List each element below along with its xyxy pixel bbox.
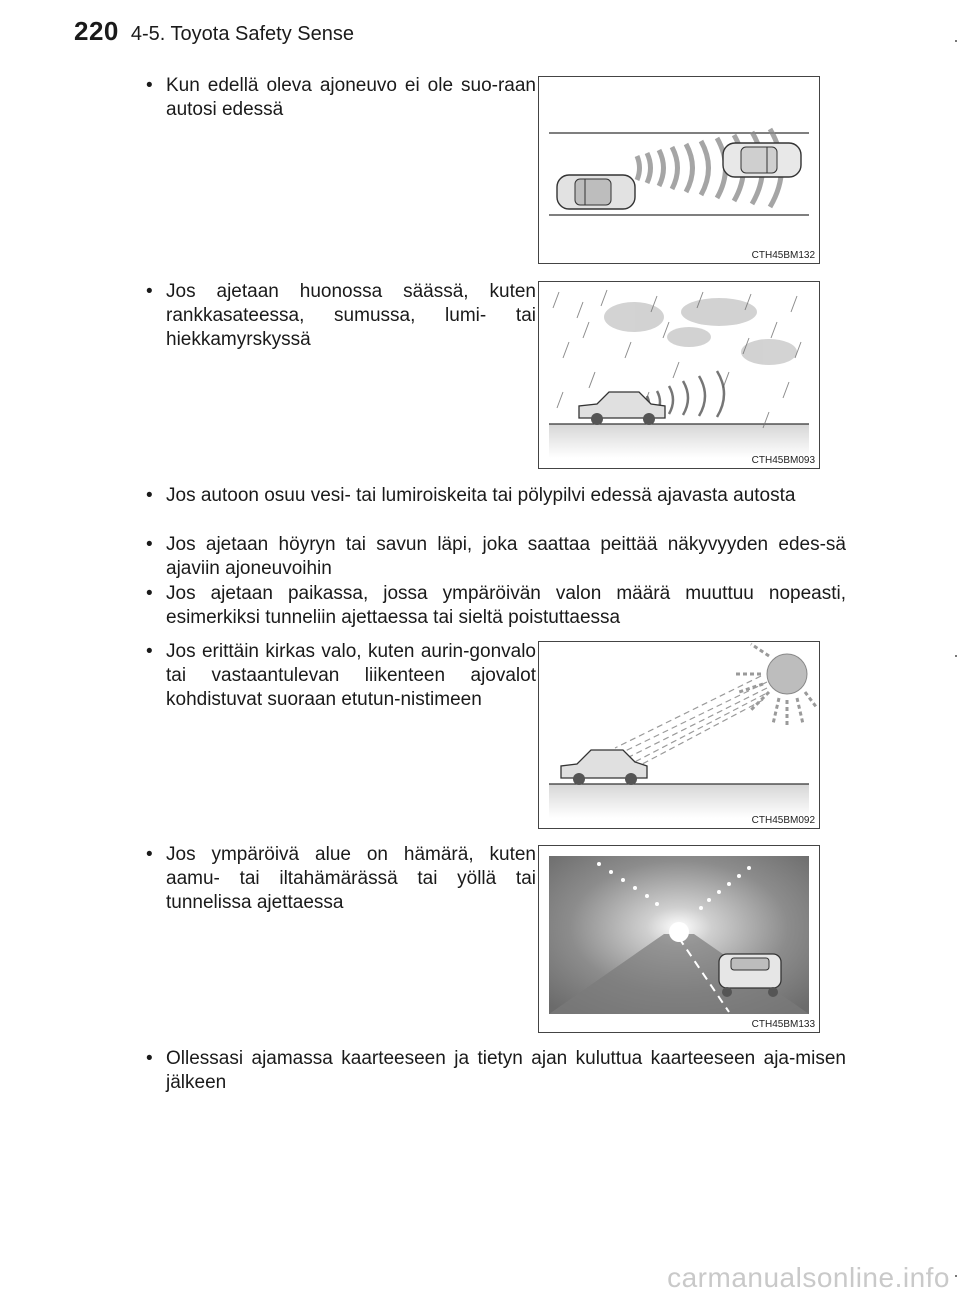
bullet-item: • Jos ajetaan huonossa säässä, kuten rankkasateessa, sumussa, lumi- tai hiekkamyrskyssä: [146, 281, 536, 350]
bullet-text: Jos ajetaan paikassa, jossa ympäröivän valon määrä muuttuu nopeasti, esimerkiksi tunneliin ajettaessa tai sieltä poistuttaessa: [166, 583, 846, 628]
car-side-icon: [579, 392, 665, 425]
bullet-item: • Kun edellä oleva ajoneuvo ei ole suo-raan autosi edessä: [146, 75, 536, 120]
bullet-text: Ollessasi ajamassa kaarteeseen ja tietyn ajan kuluttua kaarteeseen aja-misen jälkeen: [166, 1048, 846, 1093]
page-header: [74, 16, 354, 56]
page-number: 220: [74, 16, 119, 46]
offset-vehicle-illustration: [539, 77, 819, 263]
bullet-text: Jos autoon osuu vesi- tai lumiroiskeita tai pölypilvi edessä ajavasta autosta: [166, 485, 796, 506]
figure-tunnel: [538, 845, 820, 1033]
bright-light-illustration: [539, 642, 819, 828]
figure-caption: CTH45BM132: [751, 250, 815, 261]
bullet-text: Jos ajetaan höyryn tai savun läpi, joka saattaa peittää näkyvyyden edes-sä ajaviin ajoneuvoihin: [166, 534, 846, 579]
figure-offset-vehicle: [538, 76, 820, 264]
bullet-item: • Jos ympäröivä alue on hämärä, kuten aamu- tai iltahämärässä tai yöllä tai tunnelissa ajettaessa: [146, 844, 536, 913]
figure-caption: CTH45BM133: [751, 1019, 815, 1030]
section-title: 4-5. Toyota Safety Sense: [130, 23, 354, 45]
figure-bad-weather: [538, 281, 820, 469]
bullet-text: Jos erittäin kirkas valo, kuten aurin-gonvalo tai vastaantulevan liikenteen ajovalot kohdistuvat suoraan etutun-nistimeen: [166, 641, 536, 710]
bullet-item: • Jos erittäin kirkas valo, kuten aurin-gonvalo tai vastaantulevan liikenteen ajovalot kohdistuvat suoraan etutun-nistimeen: [146, 641, 536, 710]
watermark: carmanualsonline.info: [667, 1262, 950, 1293]
car-side-icon: [561, 750, 647, 785]
sun-icon: [735, 644, 817, 726]
bullet-item: • Jos ajetaan höyryn tai savun läpi, joka saattaa peittää näkyvyyden edes-sä ajaviin ajoneuvoihin: [146, 534, 846, 579]
bullet-item: • Jos autoon osuu vesi- tai lumiroiskeita tai pölypilvi edessä ajavasta autosta: [146, 485, 796, 506]
crop-mark: [955, 40, 957, 42]
crop-mark: [955, 655, 957, 657]
bullet-text: Kun edellä oleva ajoneuvo ei ole suo-raan autosi edessä: [166, 75, 536, 120]
tunnel-illustration: [539, 846, 819, 1032]
bullet-text: Jos ajetaan huonossa säässä, kuten rankkasateessa, sumussa, lumi- tai hiekkamyrskyssä: [166, 281, 536, 350]
bullet-item: • Ollessasi ajamassa kaarteeseen ja tietyn ajan kuluttua kaarteeseen aja-misen jälkeen: [146, 1048, 846, 1093]
figure-caption: CTH45BM092: [751, 815, 815, 826]
bullet-text: Jos ympäröivä alue on hämärä, kuten aamu- tai iltahämärässä tai yöllä tai tunnelissa ajettaessa: [166, 844, 536, 913]
bad-weather-illustration: [539, 282, 819, 468]
bullet-item: • Jos ajetaan paikassa, jossa ympäröivän valon määrä muuttuu nopeasti, esimerkiksi tunneliin ajettaessa tai sieltä poistuttaessa: [146, 583, 846, 628]
lead-car-icon: [723, 143, 801, 177]
host-car-icon: [557, 175, 635, 209]
crop-mark: [955, 1275, 957, 1277]
figure-caption: CTH45BM093: [751, 455, 815, 466]
figure-bright-light: [538, 641, 820, 829]
